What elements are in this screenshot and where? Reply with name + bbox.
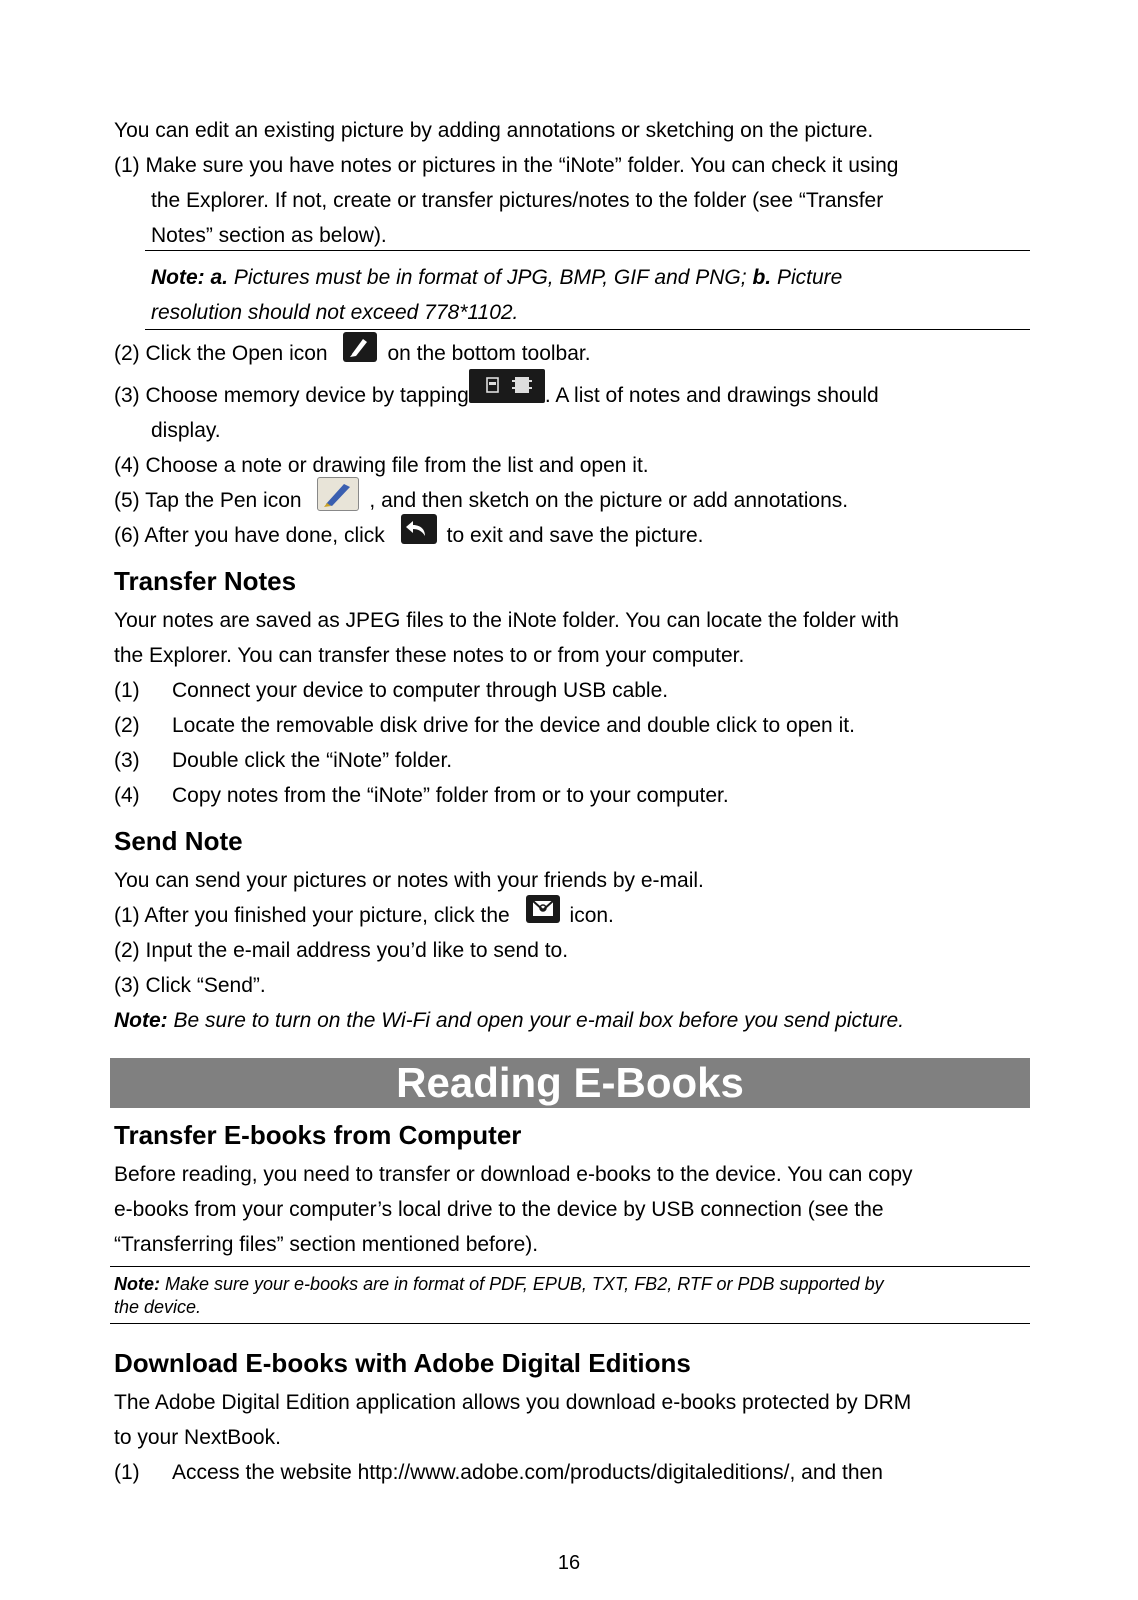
chapter-banner: Reading E-Books xyxy=(110,1058,1030,1108)
page-number: 16 xyxy=(557,1552,581,1574)
transfer-notes-item-2-text: Locate the removable disk drive for the device and double click to open it. xyxy=(172,714,855,737)
ebook-format-note-line-2: the device. xyxy=(114,1297,202,1317)
ebook-format-note: Note: Make sure your e-books are in format of PDF, EPUB, TXT, FB2, RTF or PDB supported by xyxy=(114,1274,884,1294)
ebook-note-rule-bottom xyxy=(110,1323,1030,1324)
transfer-notes-item-1-num: (1) xyxy=(114,679,140,702)
transfer-ebooks-para-1: Before reading, you need to transfer or download e-books to the device. You can copy xyxy=(114,1163,913,1186)
step-1-line-b: the Explorer. If not, create or transfer pictures/notes to the folder (see “Transfer xyxy=(151,189,884,212)
send-note-step-3: (3) Click “Send”. xyxy=(114,974,266,997)
download-item-1-text: Access the website http://www.adobe.com/products/digitaleditions/, and then xyxy=(172,1461,883,1484)
transfer-notes-item-4-num: (4) xyxy=(114,784,140,807)
note-rule-top xyxy=(145,250,1030,251)
download-para-1: The Adobe Digital Edition application allows you download e-books protected by DRM xyxy=(114,1391,912,1414)
send-note-note: Note: Be sure to turn on the Wi-Fi and open your e-mail box before you send picture. xyxy=(114,1009,905,1032)
memory-device-icon xyxy=(469,369,545,403)
open-icon xyxy=(343,332,377,362)
download-item-1-num: (1) xyxy=(114,1461,140,1484)
step-1-line-c: Notes” section as below). xyxy=(151,224,387,247)
note-image-format: Note: a. Pictures must be in format of JPG, BMP, GIF and PNG; b. Picture xyxy=(151,266,843,289)
step-5: (5) Tap the Pen icon , and then sketch on the picture or add annotations. xyxy=(114,488,848,514)
ebook-note-rule-top xyxy=(110,1266,1030,1267)
heading-download-ebooks: Download E-books with Adobe Digital Editions xyxy=(114,1348,691,1378)
transfer-notes-para-2: the Explorer. You can transfer these notes to or from your computer. xyxy=(114,644,745,667)
step-3-line-b: display. xyxy=(151,419,221,442)
step-4: (4) Choose a note or drawing file from the list and open it. xyxy=(114,454,649,477)
exit-save-icon xyxy=(401,514,437,544)
note-rule-bottom xyxy=(145,329,1030,330)
step-3: (3) Choose memory device by tapping . A list of notes and drawings should xyxy=(114,383,879,409)
send-note-step-1: (1) After you finished your picture, click the icon. xyxy=(114,903,614,929)
download-para-2: to your NextBook. xyxy=(114,1426,281,1449)
transfer-ebooks-para-2: e-books from your computer’s local drive to the device by USB connection (see the xyxy=(114,1198,884,1221)
transfer-notes-item-4-text: Copy notes from the “iNote” folder from or to your computer. xyxy=(172,784,729,807)
step-1-line-a: (1) Make sure you have notes or pictures in the “iNote” folder. You can check it using xyxy=(114,154,899,177)
transfer-notes-item-1-text: Connect your device to computer through USB cable. xyxy=(172,679,669,702)
step-2: (2) Click the Open icon on the bottom toolbar. xyxy=(114,341,591,367)
heading-transfer-notes: Transfer Notes xyxy=(114,566,297,596)
transfer-notes-para-1: Your notes are saved as JPEG files to the iNote folder. You can locate the folder with xyxy=(114,609,899,632)
heading-send-note: Send Note xyxy=(114,826,243,856)
transfer-notes-item-3-text: Double click the “iNote” folder. xyxy=(172,749,453,772)
send-note-para: You can send your pictures or notes with your friends by e-mail. xyxy=(114,869,704,892)
email-icon xyxy=(526,895,560,923)
transfer-ebooks-para-3: “Transferring files” section mentioned before). xyxy=(114,1233,539,1256)
step-6: (6) After you have done, click to exit and save the picture. xyxy=(114,523,703,549)
transfer-notes-item-2-num: (2) xyxy=(114,714,140,737)
intro-line: You can edit an existing picture by adding annotations or sketching on the picture. xyxy=(114,119,874,142)
note-image-resolution: resolution should not exceed 778*1102. xyxy=(151,301,519,324)
pen-icon xyxy=(317,477,359,511)
transfer-notes-item-3-num: (3) xyxy=(114,749,140,772)
heading-transfer-ebooks: Transfer E-books from Computer xyxy=(114,1120,522,1150)
send-note-step-2: (2) Input the e-mail address you’d like to send to. xyxy=(114,939,569,962)
